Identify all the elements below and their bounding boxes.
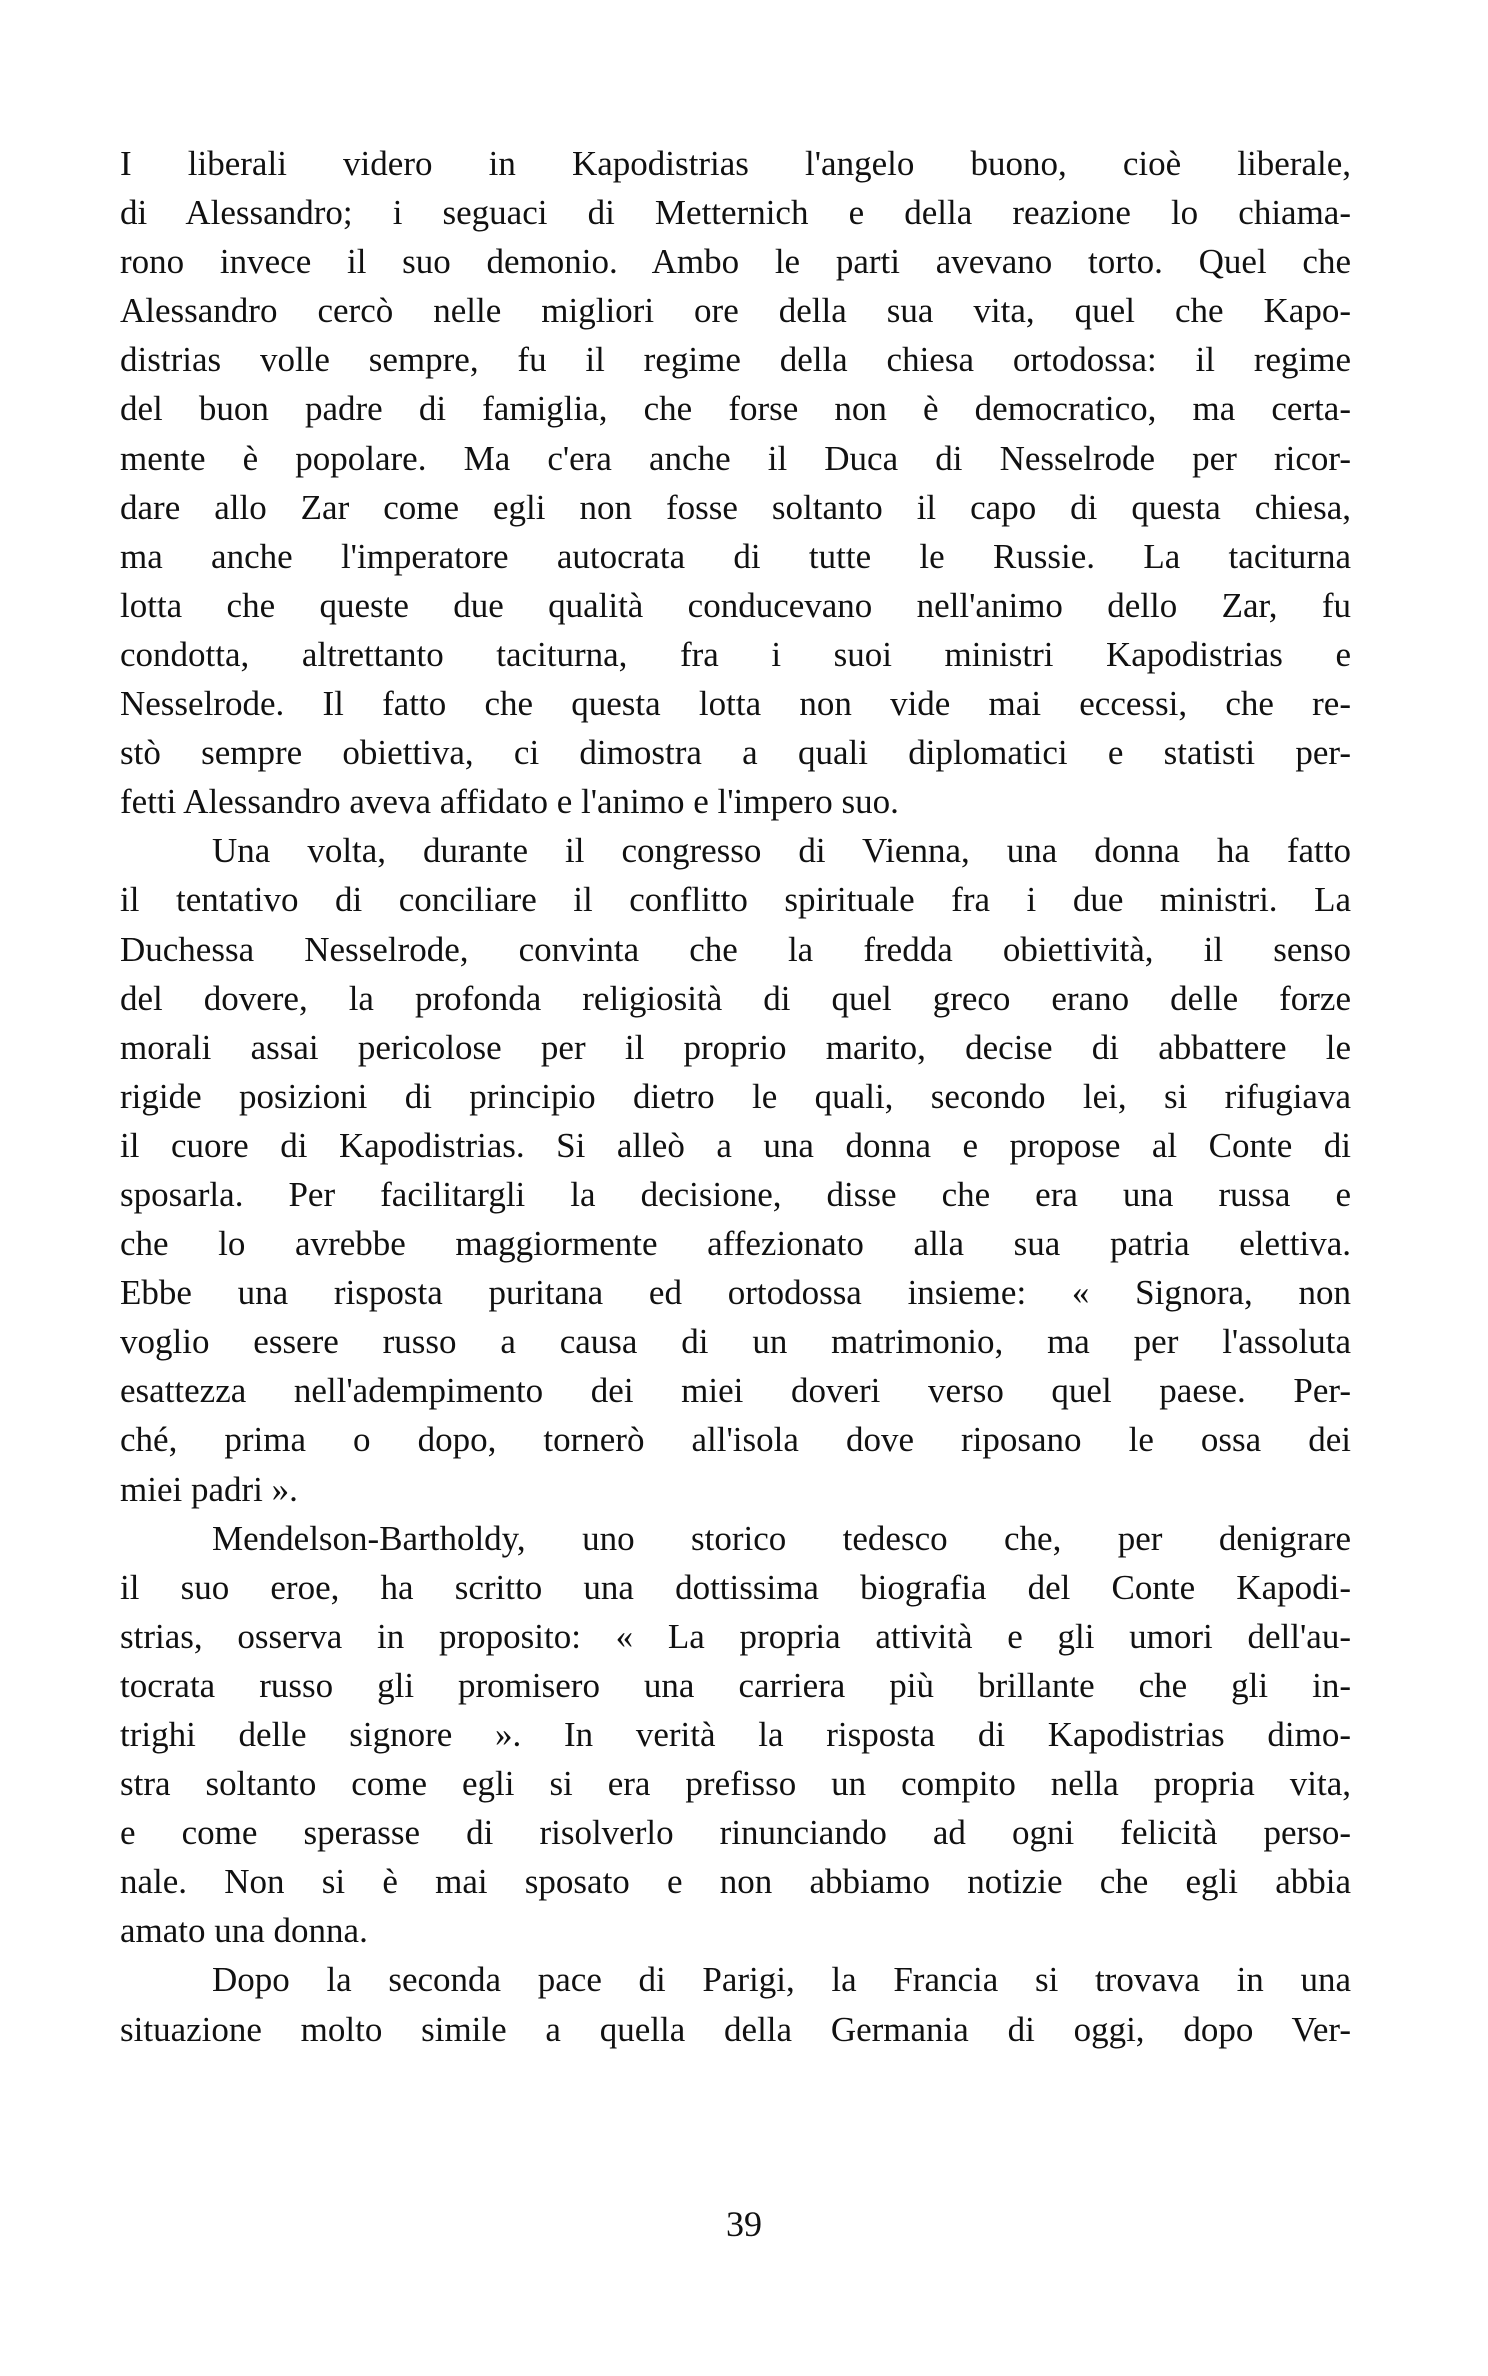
- text-line: distrias volle sempre, fu il regime della chiesa ortodossa: il regime: [120, 340, 1351, 380]
- text-line: mente è popolare. Ma c'era anche il Duca di Nesselrode per ricor-: [120, 438, 1351, 478]
- text-line: tocrata russo gli promisero una carriera più brillante che gli in-: [120, 1665, 1351, 1705]
- text-line: di Alessandro; i seguaci di Metternich e della reazione lo chiama-: [120, 193, 1351, 233]
- text-line: il cuore di Kapodistrias. Si alleò a una donna e propose al Conte di: [120, 1125, 1351, 1165]
- text-line: dare allo Zar come egli non fosse soltanto il capo di questa chiesa,: [120, 487, 1351, 527]
- text-line: rono invece il suo demonio. Ambo le parti avevano torto. Quel che: [120, 242, 1351, 282]
- paragraph-first-line: Dopo la seconda pace di Parigi, la Francia si trovava in una: [212, 1960, 1351, 2000]
- text-line: voglio essere russo a causa di un matrimonio, ma per l'assoluta: [120, 1322, 1351, 1362]
- paragraph-first-line: Una volta, durante il congresso di Vienna, una donna ha fatto: [212, 831, 1351, 871]
- text-line: condotta, altrettanto taciturna, fra i suoi ministri Kapodistrias e: [120, 634, 1351, 674]
- text-line: I liberali videro in Kapodistrias l'angelo buono, cioè liberale,: [120, 144, 1351, 183]
- page-number: 39: [726, 2204, 762, 2244]
- text-line: lotta che queste due qualità conducevano nell'animo dello Zar, fu: [120, 585, 1351, 625]
- text-line: miei padri ».: [120, 1469, 298, 1509]
- body-text: [120, 139, 1351, 2054]
- text-line: stò sempre obiettiva, ci dimostra a quali diplomatici e statisti per-: [120, 733, 1351, 773]
- text-line: stra soltanto come egli si era prefisso un compito nella propria vita,: [120, 1764, 1351, 1804]
- text-line: sposarla. Per facilitargli la decisione, disse che era una russa e: [120, 1174, 1351, 1214]
- text-line: e come sperasse di risolverlo rinunciando ad ogni felicità perso-: [120, 1813, 1351, 1853]
- text-line: che lo avrebbe maggiormente affezionato alla sua patria elettiva.: [120, 1224, 1351, 1264]
- text-line: del dovere, la profonda religiosità di quel greco erano delle forze: [120, 978, 1351, 1018]
- text-line: situazione molto simile a quella della Germania di oggi, dopo Ver-: [120, 2009, 1351, 2049]
- text-line: rigide posizioni di principio dietro le quali, secondo lei, si rifugiava: [120, 1076, 1351, 1116]
- text-line: del buon padre di famiglia, che forse non è democratico, ma certa-: [120, 389, 1351, 429]
- text-line: Duchessa Nesselrode, convinta che la fredda obiettività, il senso: [120, 929, 1351, 969]
- text-line: nale. Non si è mai sposato e non abbiamo notizie che egli abbia: [120, 1862, 1351, 1902]
- text-line: trighi delle signore ». In verità la risposta di Kapodistrias dimo-: [120, 1715, 1351, 1754]
- text-line: ma anche l'imperatore autocrata di tutte le Russie. La taciturna: [120, 536, 1351, 576]
- text-line: morali assai pericolose per il proprio marito, decise di abbattere le: [120, 1027, 1351, 1067]
- text-line: ché, prima o dopo, tornerò all'isola dove riposano le ossa dei: [120, 1420, 1351, 1460]
- text-line: il tentativo di conciliare il conflitto spirituale fra i due ministri. La: [120, 880, 1351, 920]
- text-line: amato una donna.: [120, 1911, 368, 1951]
- text-line: il suo eroe, ha scritto una dottissima biografia del Conte Kapodi-: [120, 1567, 1351, 1607]
- text-line: esattezza nell'adempimento dei miei doveri verso quel paese. Per-: [120, 1371, 1351, 1411]
- text-line: Ebbe una risposta puritana ed ortodossa insieme: « Signora, non: [120, 1273, 1351, 1313]
- text-line: Alessandro cercò nelle migliori ore della sua vita, quel che Kapo-: [120, 291, 1351, 331]
- text-line: Nesselrode. Il fatto che questa lotta non vide mai eccessi, che re-: [120, 684, 1351, 724]
- text-line: fetti Alessandro aveva affidato e l'animo e l'impero suo.: [120, 782, 899, 822]
- text-line: strias, osserva in proposito: « La propria attività e gli umori dell'au-: [120, 1616, 1351, 1656]
- paragraph-first-line: Mendelson-Bartholdy, uno storico tedesco che, per denigrare: [212, 1518, 1351, 1558]
